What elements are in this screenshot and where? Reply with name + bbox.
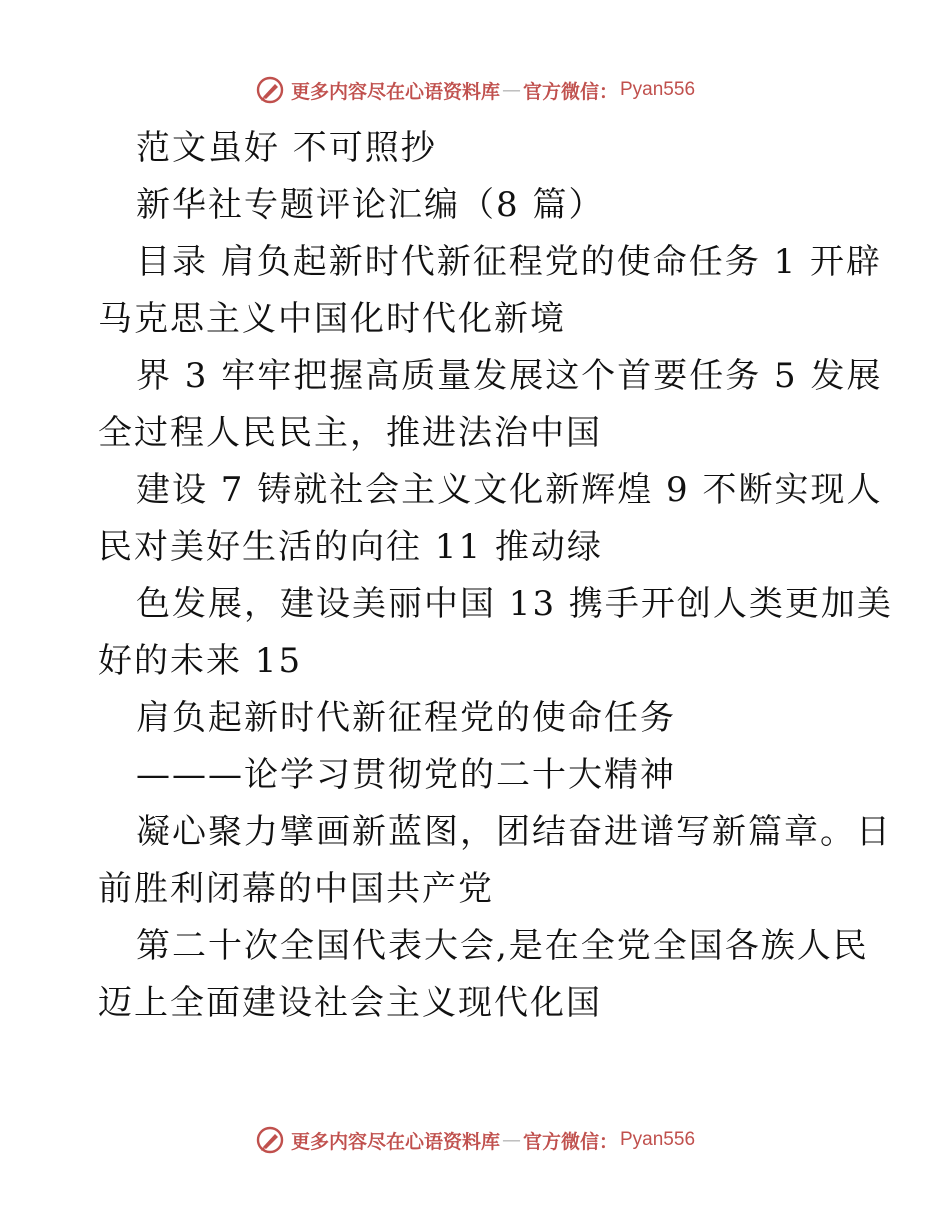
banner-text: 更多内容尽在心语资料库	[290, 1130, 500, 1153]
header-banner	[0, 72, 950, 108]
text-line: ———论学习贯彻党的二十大精神	[136, 755, 676, 795]
text-line: 界 3 牢牢把握高质量发展这个首要任务 5 发展	[136, 356, 883, 396]
banner-wechat-id: Pyan556	[620, 1129, 696, 1150]
banner-wechat-label: 官方微信：	[522, 80, 618, 103]
text-line: 色发展，建设美丽中国 13 携手开创人类更加美	[136, 584, 893, 624]
quill-pen-logo-icon	[255, 75, 285, 105]
text-line: 民对美好生活的向往 11 推动绿	[98, 527, 603, 567]
text-line: 新华社专题评论汇编（8 篇）	[136, 185, 605, 225]
footer-banner	[0, 1122, 950, 1158]
text-line: 迈上全面建设社会主义现代化国	[98, 983, 602, 1023]
text-line: 前胜利闭幕的中国共产党	[98, 869, 494, 909]
banner-separator: —	[501, 79, 521, 101]
text-line: 建设 7 铸就社会主义文化新辉煌 9 不断实现人	[136, 470, 883, 510]
text-line: 第二十次全国代表大会,是在全党全国各族人民	[136, 926, 869, 966]
document-body	[98, 120, 893, 1032]
text-line: 凝心聚力擘画新蓝图，团结奋进谱写新篇章。日	[136, 812, 892, 852]
text-line: 马克思主义中国化时代化新境	[98, 299, 566, 339]
banner-wechat-id: Pyan556	[620, 79, 696, 100]
quill-pen-logo-icon	[255, 1125, 285, 1155]
banner-text: 更多内容尽在心语资料库	[290, 80, 500, 103]
text-line: 全过程人民民主，推进法治中国	[98, 413, 602, 453]
banner-wechat-label: 官方微信：	[522, 1130, 618, 1153]
text-line: 目录 肩负起新时代新征程党的使命任务 1 开辟	[136, 242, 883, 282]
banner-separator: —	[501, 1129, 521, 1151]
text-line: 范文虽好 不可照抄	[136, 128, 437, 168]
text-line: 好的未来 15	[98, 641, 303, 681]
text-line: 肩负起新时代新征程党的使命任务	[136, 698, 676, 738]
